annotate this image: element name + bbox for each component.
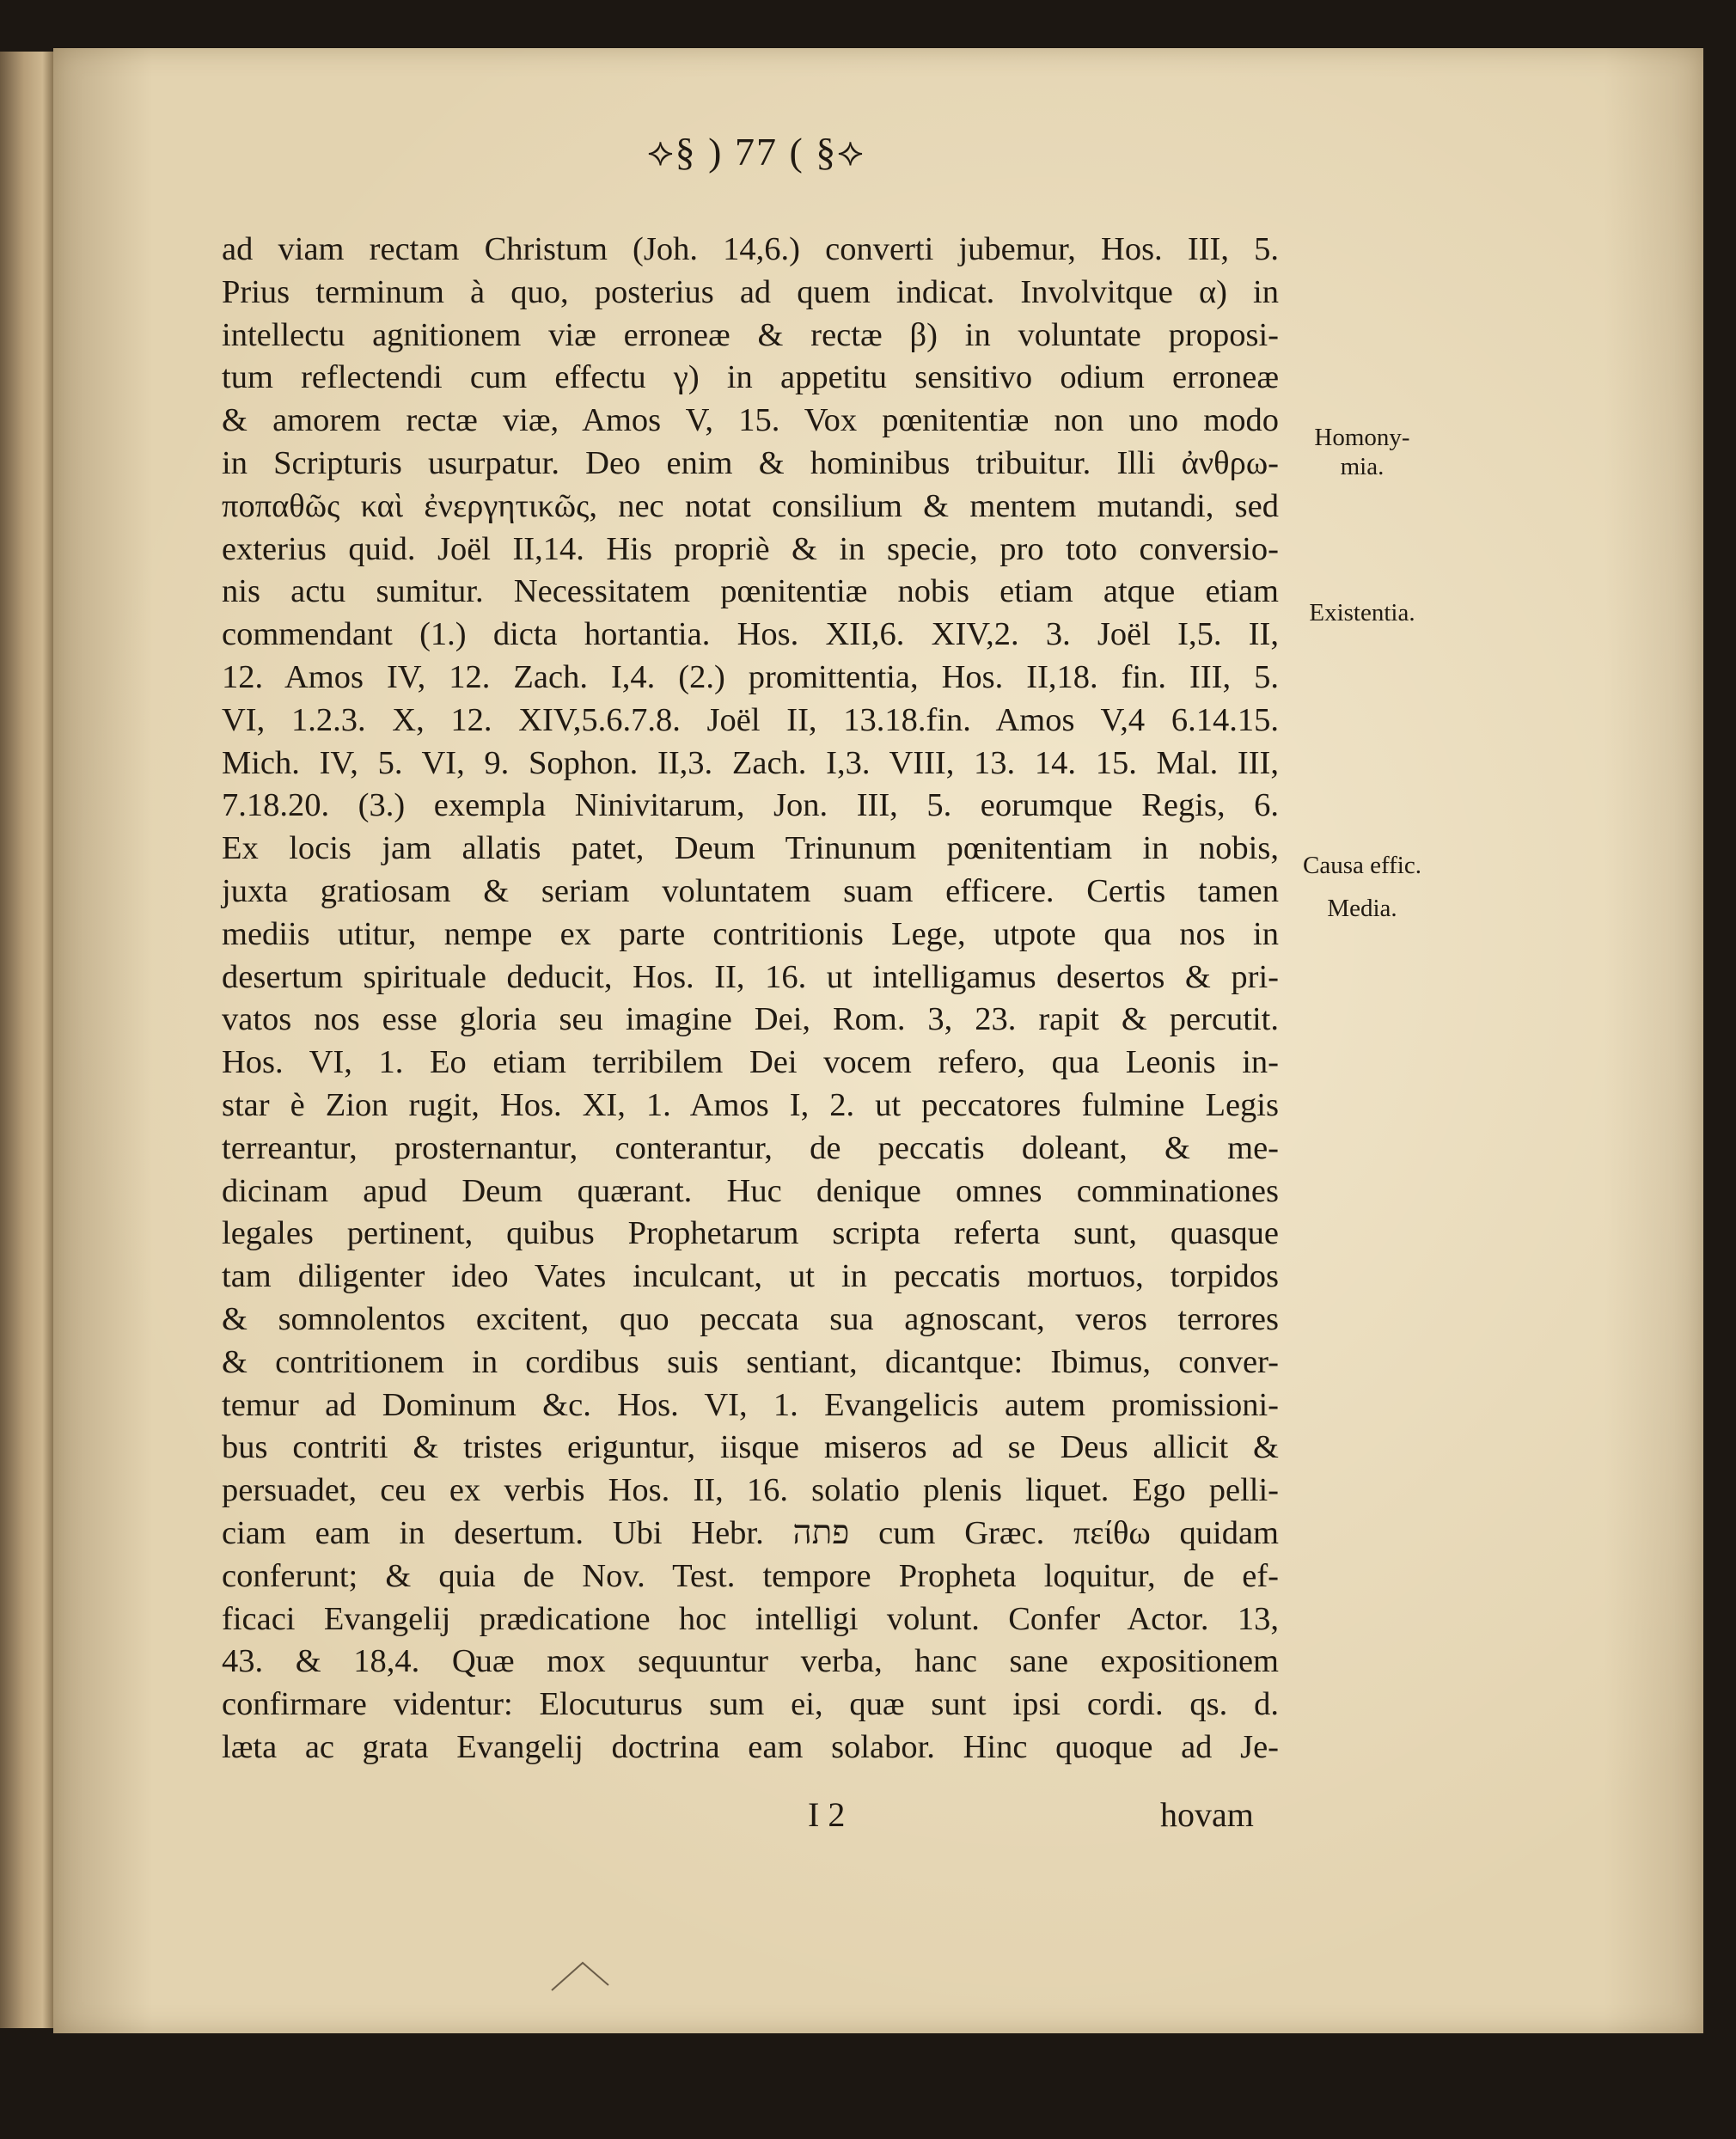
- margin-note-line: Homony-: [1314, 424, 1410, 451]
- text-line: ad viam rectam Christum (Joh. 14,6.) converti jubemur, Hos. III, 5.: [222, 231, 1279, 267]
- text-line: 43. & 18,4. Quæ mox sequuntur verba, hanc sane expositionem: [222, 1643, 1279, 1680]
- text-line: tam diligenter ideo Vates inculcant, ut in peccatis mortuos, torpidos: [222, 1258, 1279, 1295]
- body-text: [222, 229, 1279, 1769]
- text-line: bus contriti & tristes eriguntur, iisque miseros ad se Deus allicit &: [222, 1429, 1279, 1466]
- text-line: vatos nos esse gloria seu imagine Dei, Rom. 3, 23. rapit & percutit.: [222, 1001, 1279, 1038]
- margin-note-homonymia: [1281, 423, 1444, 481]
- text-line: 7.18.20. (3.) exempla Ninivitarum, Jon. III, 5. eorumque Regis, 6.: [222, 787, 1279, 824]
- text-line: conferunt; & quia de Nov. Test. tempore Propheta loquitur, de ef-: [222, 1557, 1279, 1594]
- text-line: star è Zion rugit, Hos. XI, 1. Amos I, 2. ut peccatores fulmine Legis: [222, 1086, 1279, 1123]
- text-line: 12. Amos IV, 12. Zach. I,4. (2.) promittentia, Hos. II,18. fin. III, 5.: [222, 658, 1279, 695]
- signature-mark: I 2: [808, 1795, 846, 1834]
- text-line: & amorem rectæ viæ, Amos V, 15. Vox pœnitentiæ non uno modo: [222, 402, 1279, 439]
- text-line: tum reflectendi cum effectu γ) in appetitu sensitivo odium erroneæ: [222, 359, 1279, 396]
- margin-note-causa: Causa effic.: [1303, 852, 1421, 879]
- text-line: Mich. IV, 5. VI, 9. Sophon. II,3. Zach. I,3. VIII, 13. 14. 15. Mal. III,: [222, 744, 1279, 781]
- text-line: ficaci Evangelij prædicatione hoc intelligi volunt. Confer Actor. 13,: [222, 1600, 1279, 1637]
- text-line: persuadet, ceu ex verbis Hos. II, 16. solatio plenis liquet. Ego pelli-: [222, 1472, 1279, 1509]
- text-line: dicinam apud Deum quærant. Huc denique omnes comminationes: [222, 1172, 1279, 1209]
- text-line: exterius quid. Joël II,14. His propriè & in specie, pro toto conversio-: [222, 530, 1279, 567]
- text-line: terreantur, prosternantur, conterantur, de peccatis doleant, & me-: [222, 1129, 1279, 1166]
- text-line: ciam eam in desertum. Ubi Hebr. פתה cum Græc. πείθω quidam: [222, 1514, 1279, 1551]
- text-line: juxta gratiosam & seriam voluntatem suam efficere. Certis tamen: [222, 872, 1279, 909]
- margin-note-media: Media.: [1327, 895, 1397, 922]
- running-head: ⟡§ ) 77 ( §⟡: [647, 130, 865, 174]
- previous-page-edge: [0, 52, 53, 2028]
- text-line: Prius terminum à quo, posterius ad quem indicat. Involvitque α) in: [222, 273, 1279, 310]
- pencil-mark: [550, 1959, 610, 1994]
- text-line: in Scripturis usurpatur. Deo enim & hominibus tribuitur. Illi ἀνθρω-: [222, 444, 1279, 481]
- text-line: Hos. VI, 1. Eo etiam terribilem Dei vocem refero, qua Leonis in-: [222, 1044, 1279, 1081]
- text-line: & contritionem in cordibus suis sentiant, dicantque: Ibimus, conver-: [222, 1343, 1279, 1380]
- text-line: temur ad Dominum &c. Hos. VI, 1. Evangelicis autem promissioni-: [222, 1386, 1279, 1423]
- text-line: desertum spirituale deducit, Hos. II, 16. ut intelligamus desertos & pri-: [222, 958, 1279, 995]
- text-line: mediis utitur, nempe ex parte contritionis Lege, utpote qua nos in: [222, 915, 1279, 952]
- text-line: confirmare videntur: Elocuturus sum ei, quæ sunt ipsi cordi. qs. d.: [222, 1686, 1279, 1723]
- text-line: nis actu sumitur. Necessitatem pœnitentiæ nobis etiam atque etiam: [222, 573, 1279, 610]
- text-line: læta ac grata Evangelij doctrina eam solabor. Hinc quoque ad Je-: [222, 1728, 1279, 1765]
- margin-note-existentia: Existentia.: [1309, 599, 1415, 626]
- catchword: hovam: [1160, 1795, 1254, 1834]
- text-line: legales pertinent, quibus Prophetarum scripta referta sunt, quasque: [222, 1215, 1279, 1252]
- text-line: & somnolentos excitent, quo peccata sua agnoscant, veros terrores: [222, 1300, 1279, 1337]
- text-line: Ex locis jam allatis patet, Deum Trinunum pœnitentiam in nobis,: [222, 830, 1279, 867]
- text-line: intellectu agnitionem viæ erroneæ & rectæ β) in voluntate proposi-: [222, 316, 1279, 353]
- text-line: commendant (1.) dicta hortantia. Hos. XII,6. XIV,2. 3. Joël I,5. II,: [222, 616, 1279, 653]
- margin-note-line: mia.: [1340, 453, 1385, 480]
- text-line: ποπαθῶς καὶ ἐνεργητικῶς, nec notat consilium & mentem mutandi, sed: [222, 487, 1279, 524]
- text-line: VI, 1.2.3. X, 12. XIV,5.6.7.8. Joël II, 13.18.fin. Amos V,4 6.14.15.: [222, 701, 1279, 738]
